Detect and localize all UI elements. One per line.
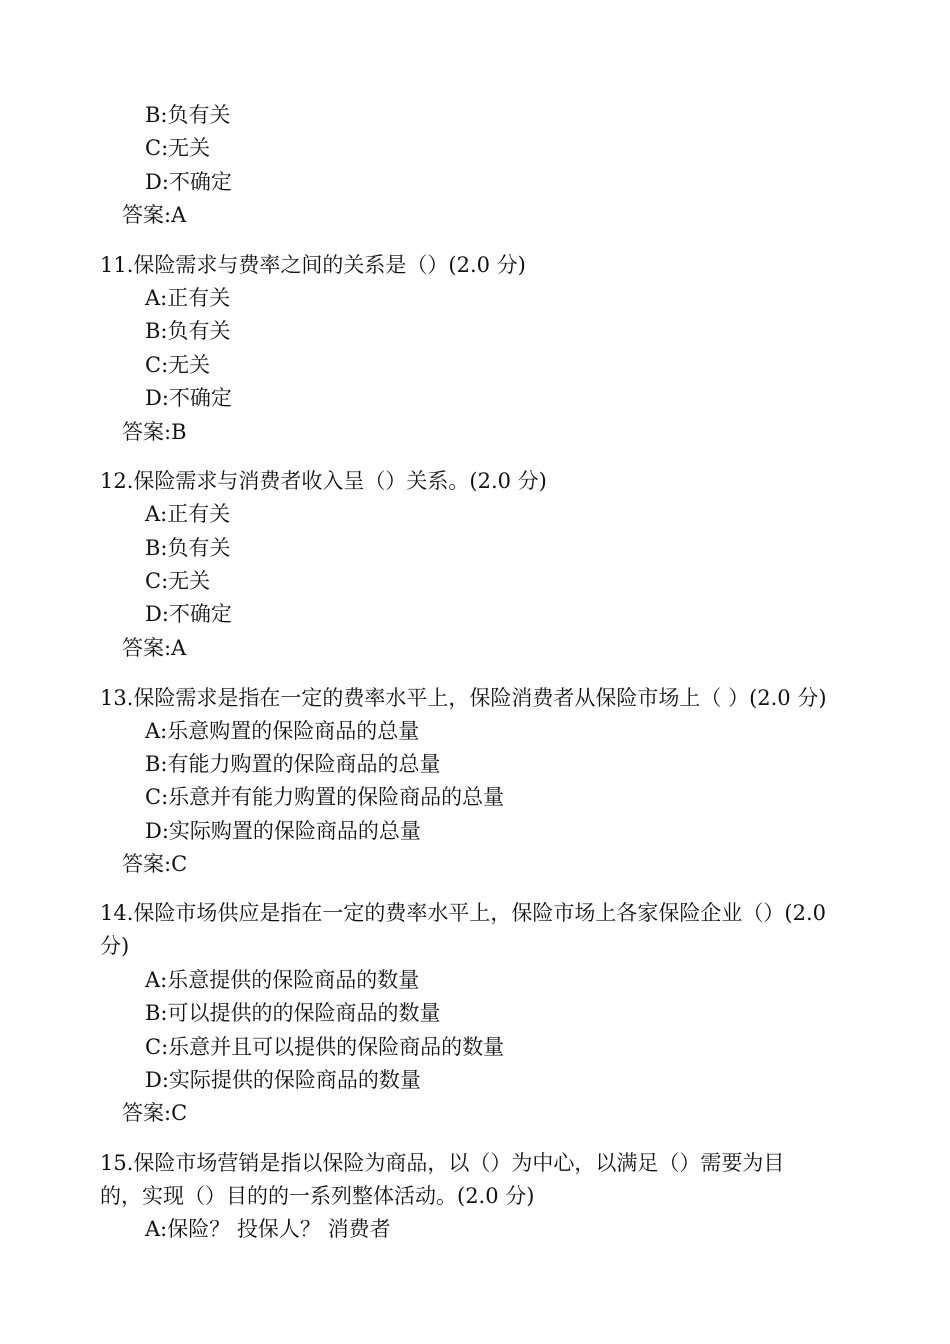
question-14-text: 14.保险市场供应是指在一定的费率水平上，保险市场上各家保险企业（）(2.0	[100, 901, 826, 925]
option-b: B:负有关	[145, 103, 231, 127]
question-12-text: 12.保险需求与消费者收入呈（）关系。(2.0 分)	[100, 469, 547, 493]
option-c: C:无关	[145, 353, 211, 377]
option-d: D:不确定	[145, 170, 232, 194]
option-b: B:负有关	[145, 319, 231, 343]
option-a: A:乐意提供的保险商品的数量	[145, 968, 420, 992]
option-a: A:保险？ 投保人？ 消费者	[145, 1217, 391, 1241]
option-c: C:乐意并有能力购置的保险商品的总量	[145, 785, 505, 809]
answer: 答案:B	[122, 420, 187, 444]
option-d: D:不确定	[145, 602, 232, 626]
option-b: B:有能力购置的保险商品的总量	[145, 752, 441, 776]
answer: 答案:A	[122, 636, 187, 660]
answer: 答案:C	[122, 1101, 188, 1125]
answer: 答案:C	[122, 852, 188, 876]
option-d: D:实际购置的保险商品的总量	[145, 819, 421, 843]
option-c: C:无关	[145, 136, 211, 160]
answer: 答案:A	[122, 203, 187, 227]
question-15-text: 15.保险市场营销是指以保险为商品，以（）为中心，以满足（）需要为目	[100, 1151, 785, 1175]
question-14-text-cont: 分)	[100, 934, 130, 958]
option-a: A:乐意购置的保险商品的总量	[145, 719, 420, 743]
option-c: C:无关	[145, 569, 211, 593]
option-b: B:可以提供的的保险商品的数量	[145, 1001, 441, 1025]
option-c: C:乐意并且可以提供的保险商品的数量	[145, 1035, 505, 1059]
option-d: D:不确定	[145, 386, 232, 410]
option-a: A:正有关	[145, 502, 231, 526]
option-d: D:实际提供的保险商品的数量	[145, 1068, 421, 1092]
question-11-text: 11.保险需求与费率之间的关系是（）(2.0 分)	[100, 253, 526, 277]
option-a: A:正有关	[145, 286, 231, 310]
question-15-text-cont: 的，实现（）目的的一系列整体活动。(2.0 分)	[100, 1184, 535, 1208]
question-13-text: 13.保险需求是指在一定的费率水平上，保险消费者从保险市场上（ ）(2.0 分)	[100, 686, 827, 710]
option-b: B:负有关	[145, 536, 231, 560]
